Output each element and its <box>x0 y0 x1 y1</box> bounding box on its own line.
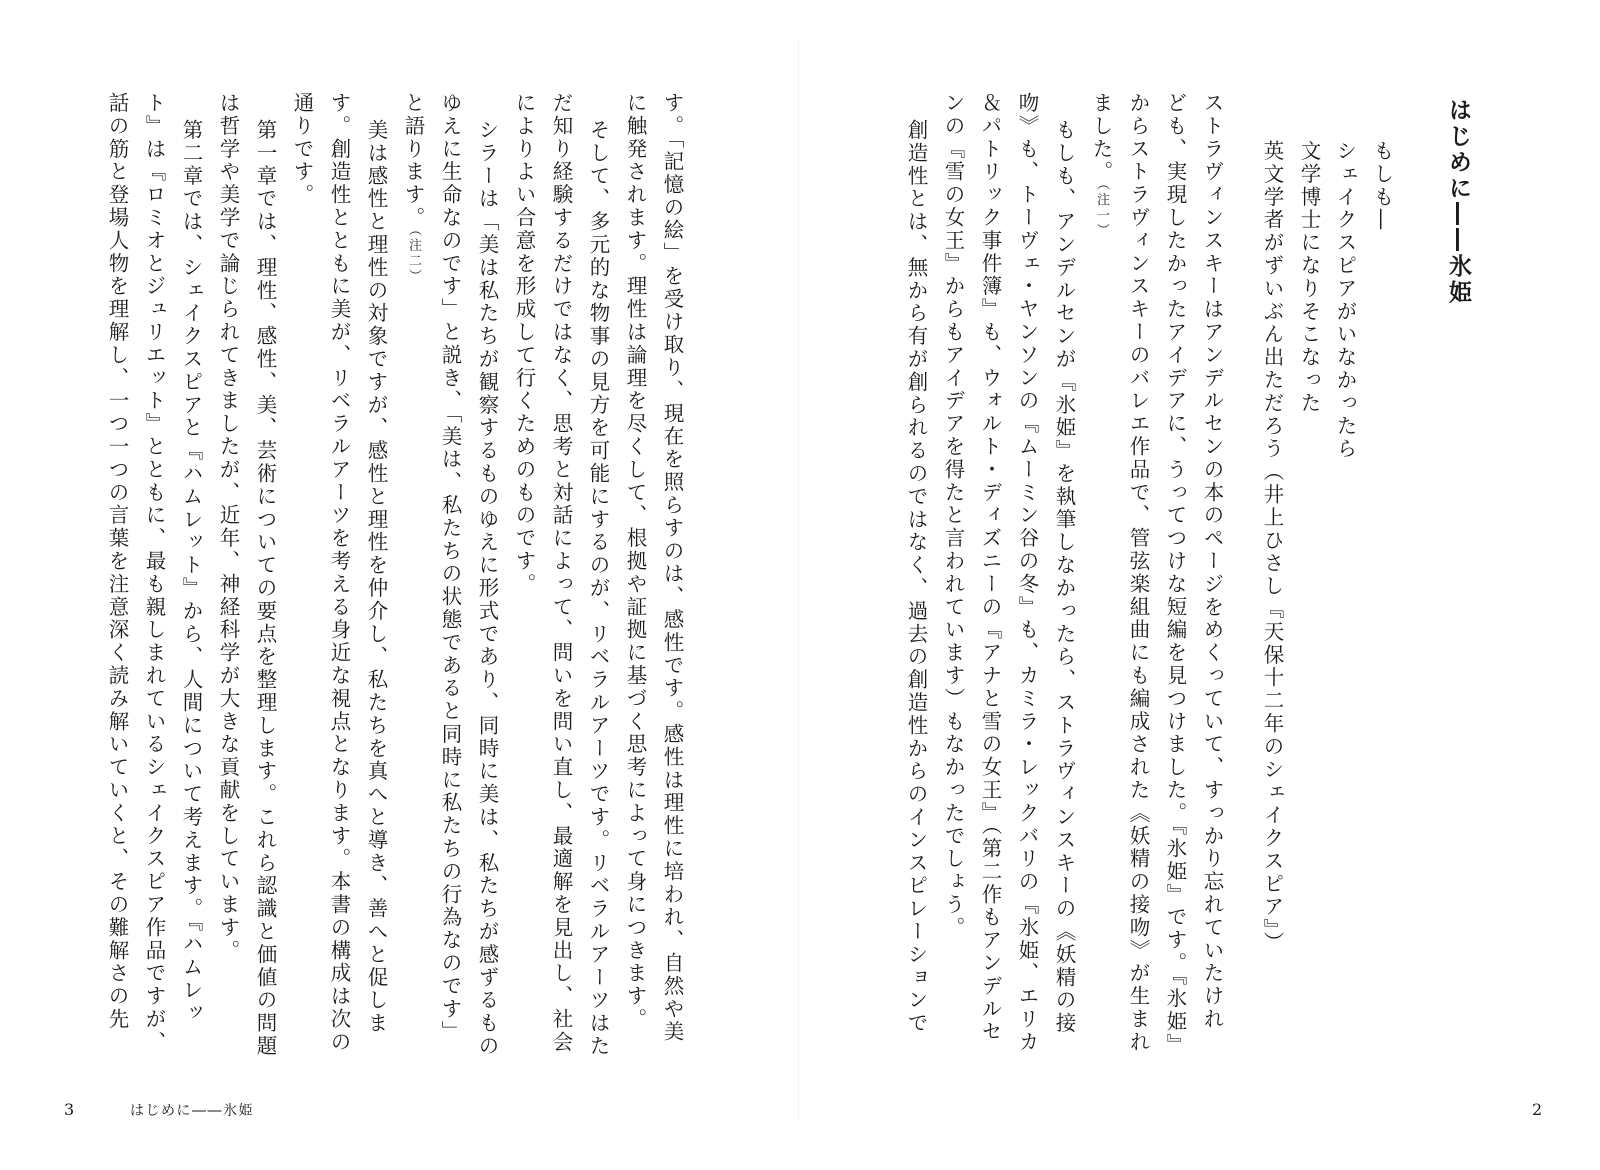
paragraph-line: 美は感性と理性の対象ですが、感性と理性を仲介し、私たちを真へと導き、善へと促しま <box>364 119 388 1035</box>
paragraph-line: シラーは「美は私たちが観察するものゆえに形式であり、同時に美は、私たちが感ずるもの <box>475 119 499 1058</box>
paragraph-line: 通りです。 <box>290 92 314 207</box>
epigraph-line: 英文学者がずいぶん出ただろう（井上ひさし『天保十二年のシェイクスピア』） <box>1260 140 1284 955</box>
paragraph-line: ども、実現したかったアイデアに、うってつけな短編を見つけました。『氷姫』です。『氷姫』 <box>1163 92 1187 1057</box>
paragraph-line: と語ります。（注二） <box>401 92 425 285</box>
paragraph-line: もしも、アンデルセンが『氷姫』を執筆しなかったら、ストラヴィンスキーの《妖精の接 <box>1052 119 1076 1035</box>
paragraph-line: 第一章では、理性、感性、美、芸術についての要点を整理します。これら認識と価値の問題 <box>253 119 277 1058</box>
chapter-heading: はじめに――氷姫 <box>1445 98 1471 306</box>
paragraph-line: ました。（注一） <box>1089 92 1113 239</box>
page-number: 3 <box>64 1100 75 1119</box>
epigraph-line: シェイクスピアがいなかったら <box>1333 140 1357 461</box>
paragraph-line: ゆえに生命なのです」と説き、「美は、私たちの状態であると同時に私たちの行為なのです」 <box>438 92 462 1044</box>
paragraph-line: に触発されます。理性は論理を尽くして、根拠や証拠に基づく思考によって身につきます。 <box>623 92 647 1031</box>
footnote-marker: （注二） <box>406 229 421 285</box>
paragraph-line: 創造性とは、無から有が創られるのではなく、過去の創造性からのインスピレーションで <box>904 119 928 1035</box>
epigraph-line: もしも― <box>1370 140 1394 232</box>
footnote-marker: （注一） <box>1094 183 1109 239</box>
paragraph-line: 第二章では、シェイクスピアと『ハムレット』から、人間について考えます。『ハムレッ <box>179 119 203 1025</box>
paragraph-line: ンの『雪の女王』からもアイデアを得たと言われています）もなかったでしょう。 <box>941 92 965 940</box>
paragraph-line: は哲学や美学で論じられてきましたが、近年、神経科学が大きな貢献をしています。 <box>216 92 240 963</box>
paragraph-line: からストラヴィンスキーのバレエ作品で、管弦楽組曲にも編成された《妖精の接吻》が生まれ <box>1126 92 1150 1054</box>
paragraph-line: 吻》も、トーヴェ・ヤンソンの『ムーミン谷の冬』も、カミラ・レックバリの『氷姫、エリカ <box>1015 92 1039 1054</box>
paragraph-line: 話の筋と登場人物を理解し、一つ一つの言葉を注意深く読み解いていくと、その難解さの先 <box>105 92 129 1031</box>
running-head: はじめに――氷姫 <box>130 1103 254 1119</box>
gutter <box>798 40 799 1120</box>
paragraph-line: す。創造性とともに美が、リベラルアーツを考える身近な視点となります。本書の構成は次の <box>327 92 351 1054</box>
paragraph-line: ＆パトリック事件簿』も、ウォルト・ディズニーの『アナと雪の女王』（第二作もアンデルセ <box>978 92 1002 1044</box>
paragraph-line: によりよい合意を形成して行くためのものです。 <box>512 92 536 596</box>
paragraph-line: だ知り経験するだけではなく、思考と対話によって、問いを問い直し、最適解を見出し、社会 <box>549 92 573 1054</box>
paragraph-line: そして、多元的な物事の見方を可能にするのが、リベラルアーツです。リベラルアーツはた <box>586 119 610 1058</box>
paragraph-line: す。「記憶の絵」を受け取り、現在を照らすのは、感性です。感性は理性に培われ、自然や美 <box>660 92 684 1044</box>
paragraph-line: ストラヴィンスキーはアンデルセンの本のページをめくっていて、すっかり忘れていたけれ <box>1200 92 1224 1031</box>
epigraph-line: 文学博士になりそこなった <box>1297 140 1321 415</box>
paragraph-line: ト』は『ロミオとジュリエット』とともに、最も親しまれているシェイクスピア作品ですが、 <box>142 92 166 1054</box>
page-number: 2 <box>1532 1100 1543 1119</box>
